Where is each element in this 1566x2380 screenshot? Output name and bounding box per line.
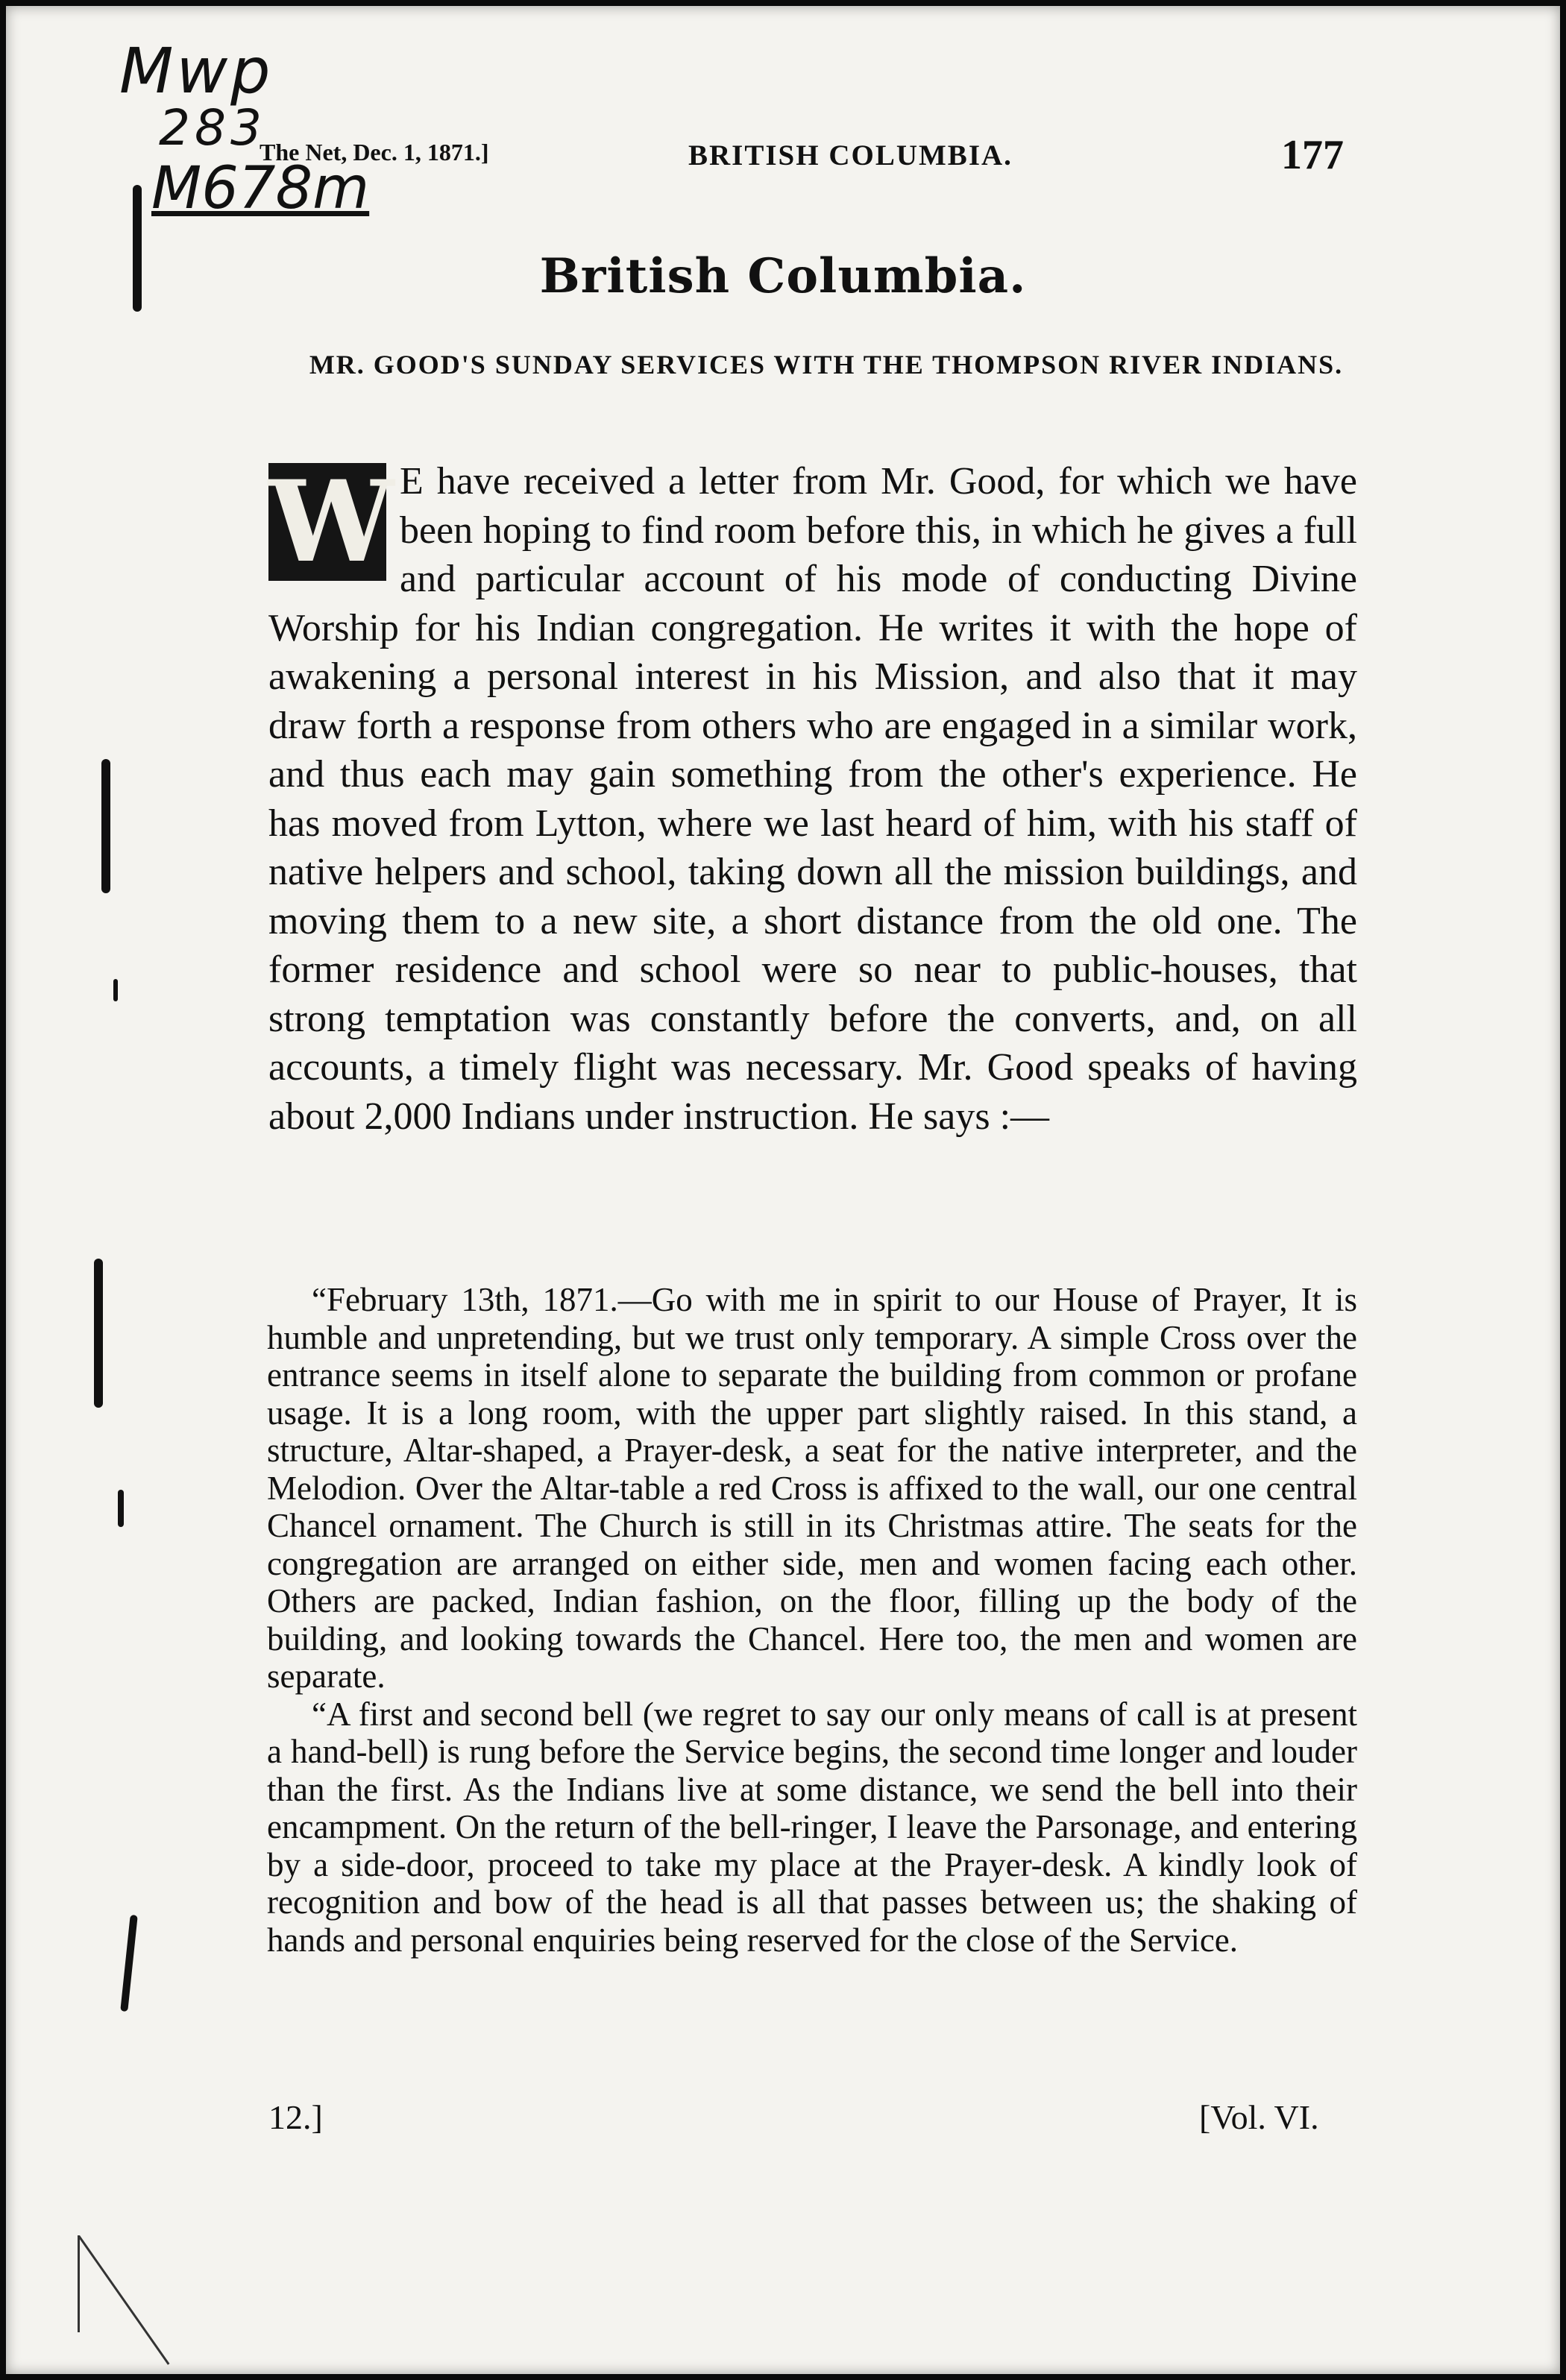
article-subtitle: MR. GOOD'S SUNDAY SERVICES WITH THE THOMPSON RIVER INDIANS. (309, 350, 1344, 380)
binding-mark (101, 759, 110, 893)
letter-extract (267, 1281, 1357, 1959)
document-page (6, 6, 1560, 2374)
binding-mark (133, 185, 142, 312)
binding-mark (94, 1259, 103, 1408)
drop-cap: W (268, 456, 394, 588)
article-body (268, 457, 1357, 1141)
article-body-text: E have received a letter from Mr. Good, for which we have been hoping to find room before this, in which he gives a full and particular account of his mode of conducting Divine Worship for his Indian congregation. He writes it with the hope of awakening a personal interest in his Mission, and also that it may draw forth a response from others who are engaged in a similar work, and thus each may gain something from the other's experience. He has moved from Lytton, where we last heard of him, with his staff of native helpers and school, taking down all the mission buildings, and moving them to a new site, a short distance from the old one. The former residence and school were so near to public-houses, that strong temptation was constantly before the converts, and, on all accounts, a timely flight was necessary. Mr. Good speaks of having about 2,000 Indians under instruction. He says :— (268, 460, 1357, 1138)
letter-paragraph-2: “A first and second bell (we regret to say our only means of call is at present a hand-bell) is rung before the Service begins, the second time longer and louder than the first. As the Indians live at some distance, we send the bell into their encampment. On the return of the bell-ringer, I leave the Parsonage, and entering by a side-door, proceed to take my place at the Prayer-desk. A kindly look of recognition and bow of the head is all that passes between us; the shaking of hands and personal enquiries being reserved for the close of the Service. (267, 1695, 1357, 1959)
signature-mark: 12.] (268, 2098, 323, 2136)
binding-mark (118, 1490, 124, 1527)
handwritten-shelfmark-line3: M678m (151, 155, 370, 222)
running-header-title: BRITISH COLUMBIA. (688, 139, 1013, 171)
binding-mark (120, 1915, 138, 2012)
page-number: 177 (1281, 132, 1344, 178)
handwritten-shelfmark-line2: 283 (159, 99, 266, 157)
running-header-date: The Net, Dec. 1, 1871.] (260, 139, 489, 166)
article-title: British Columbia. (539, 248, 1027, 304)
handwritten-shelfmark-line1: Mwp (119, 34, 274, 107)
letter-paragraph-1: “February 13th, 1871.—Go with me in spirit to our House of Prayer, It is humble and unpretending, but we trust only temporary. A simple Cross over the entrance seems in itself alone to separate the building from common or profane usage. It is a long room, with the upper part slightly raised. In this stand, a structure, Altar-shaped, a Prayer-desk, a seat for the native interpreter, and the Melodion. Over the Altar-table a red Cross is affixed to the wall, our one central Chancel ornament. The Church is still in its Christmas attire. The seats for the congregation are arranged on either side, men and women facing each other. Others are packed, Indian fashion, on the floor, filling up the body of the building, and looking towards the Chancel. Here too, the men and women are separate. (267, 1281, 1357, 1695)
binding-mark (113, 979, 118, 1001)
volume-label: [Vol. VI. (1199, 2098, 1319, 2136)
folded-corner (78, 2235, 214, 2332)
